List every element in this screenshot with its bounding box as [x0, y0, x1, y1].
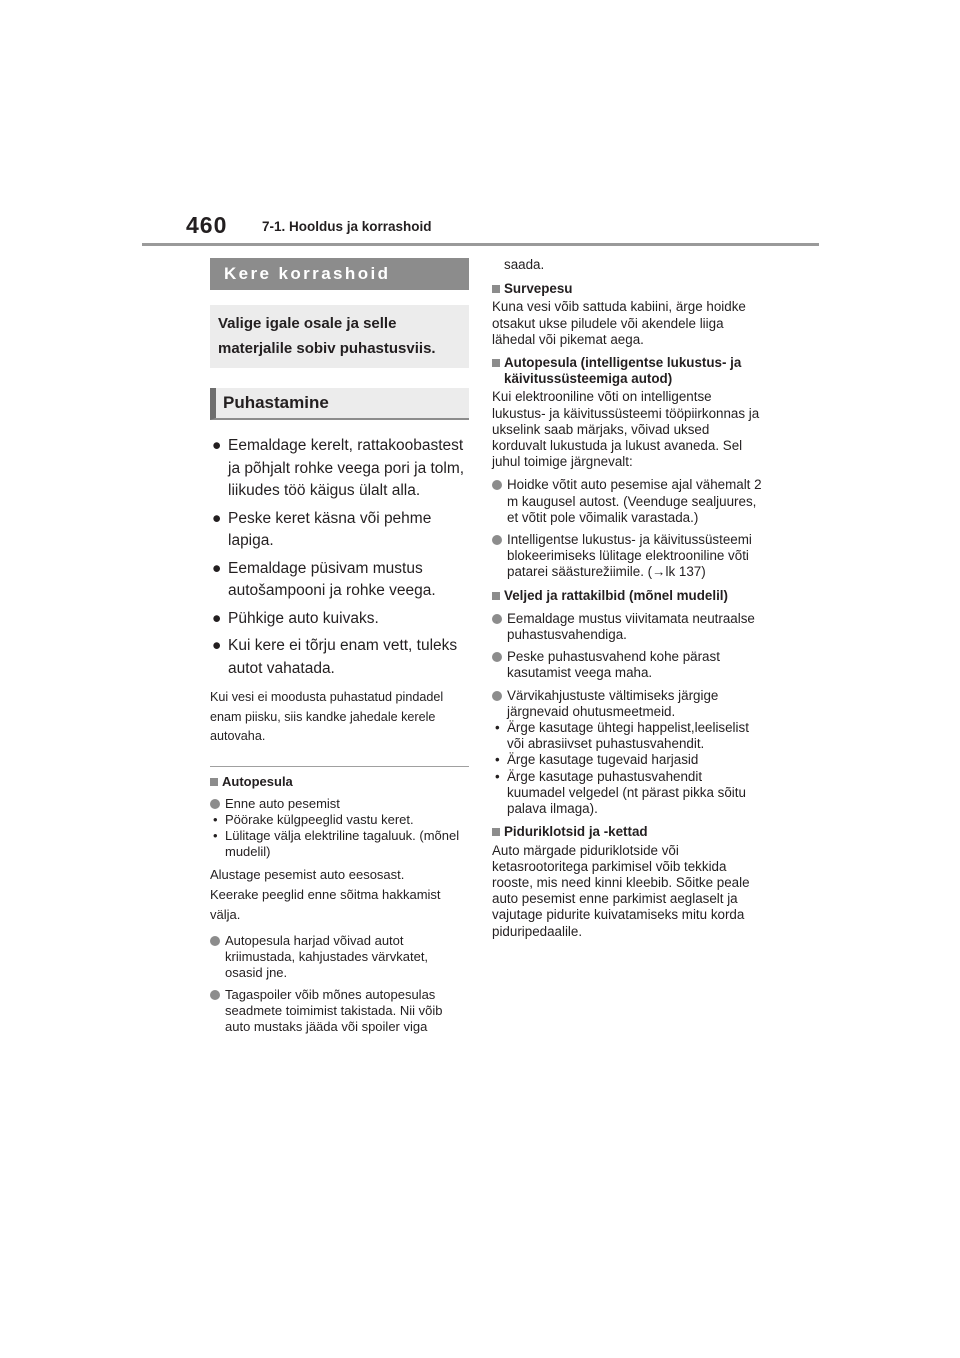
- circle-bullet-icon: [492, 614, 502, 624]
- sub-item-text: Ärge kasutage puhastusvahendit kuumadel velgedel (nt pärast pikka sõitu palava ilmaga).: [507, 768, 746, 817]
- autopesula-heading: [210, 774, 469, 790]
- sub-item-text: Ärge kasutage tugevaid harjasid: [507, 752, 699, 768]
- autopesula-smart-heading: [492, 355, 762, 387]
- list-item-text: Intelligentse lukustus- ja käivitussüsteemi blokeerimiseks lülitage elektrooniline võti patarei säästurežiimile. (→lk 137): [507, 532, 752, 580]
- bullet-icon: ●: [212, 637, 222, 654]
- list-item-text: Tagaspoiler võib mõnes autopesulas seadmete toimimist takistada. Nii võib auto mustaks jääda või spoiler viga: [225, 986, 443, 1034]
- sub-item: • Ärge kasutage puhastusvahendit kuumadel velgedel (nt pärast pikka sõitu palava ilmaga).: [495, 768, 746, 817]
- circle-bullet-icon: [492, 535, 502, 545]
- left-column: [210, 258, 469, 1035]
- paragraph: Auto märgade piduriklotside või ketasrootoritega parkimisel võib tekkida rooste, mis need kinni kleebib. Sõitke peale auto pesemist enne parkimist aeglaselt ja vajutage pidurite kuivatamiseks mitu korda piduripedaalile.: [492, 842, 750, 939]
- sub-item: • Ärge kasutage ühtegi happelist,leeliselist või abrasiivset puhastusvahendit.: [495, 720, 749, 752]
- survepesu-heading: [492, 281, 762, 297]
- sub-item: • Ärge kasutage tugevaid harjasid: [495, 752, 699, 768]
- square-bullet-icon: [492, 285, 500, 293]
- bullet-icon: ●: [212, 559, 222, 577]
- list-item-text: Pühkige auto kuivaks.: [228, 609, 379, 627]
- list-item: [210, 796, 469, 812]
- list-item-text: Eemaldage püsivam mustus autošampooni ja rohke veega.: [228, 559, 436, 599]
- right-column: [492, 257, 762, 940]
- continued-text: saada.: [504, 257, 545, 272]
- section-banner: Kere korrashoid: [210, 258, 469, 290]
- list-item-text: Peske keret käsna või pehme lapiga.: [228, 509, 432, 549]
- circle-bullet-icon: [210, 799, 220, 809]
- list-item-text: Eemaldage kerelt, rattakoobastest ja põhjalt rohke veega pori ja tolm, liikudes töö käigus ülalt alla.: [228, 437, 465, 499]
- list-item-text: Enne auto pesemist: [225, 795, 340, 811]
- heading-text: Piduriklotsid ja -kettad: [504, 824, 648, 840]
- sub-item-text: Lülitage välja elektriline tagaluuk. (mõnel mudelil): [225, 827, 460, 859]
- circle-bullet-icon: [492, 691, 502, 701]
- list-item: [210, 508, 469, 553]
- subheading-puhastamine: Puhastamine: [210, 388, 469, 420]
- list-item: [210, 987, 469, 1035]
- paragraph: Alustage pesemist auto eesosast.: [210, 866, 405, 882]
- circle-bullet-icon: [492, 652, 502, 662]
- list-item: [492, 611, 762, 643]
- wax-note: Kui vesi ei moodusta puhastatud pindadel enam piisku, siis kandke jahedale kerele autovaha.: [210, 690, 444, 743]
- list-item-text: Autopesula harjad võivad autot kriimustada, kahjustades värvkatet, osasid jne.: [225, 932, 429, 980]
- paragraph: Kuna vesi võib sattuda kabiini, ärge hoidke otsakut ukse piludele või akendele liiga lähedal või pikemat aega.: [492, 299, 746, 347]
- heading-text: Survepesu: [504, 281, 573, 297]
- list-item-text: Eemaldage mustus viivitamata neutraalse puhastusvahendiga.: [507, 610, 755, 643]
- paragraph: Kui elektrooniline võti on intelligentse lukustus- ja käivitussüsteemi tööpiirkonnas ja ukselink saab märjaks, võivad uksed korduvalt lukustuda ja lukust avaneda. Sel juhul toimige järgnevalt:: [492, 389, 760, 470]
- page-number: 460: [186, 212, 228, 238]
- sub-item-text: Pöörake külgpeeglid vastu keret.: [225, 811, 414, 827]
- list-item-text: Kui kere ei tõrju enam vett, tuleks autot vahatada.: [228, 637, 458, 677]
- veljed-heading: [492, 588, 762, 604]
- list-item: [210, 608, 469, 631]
- list-item: [492, 532, 762, 581]
- square-bullet-icon: [492, 828, 500, 836]
- list-item-text: Värvikahjustuste vältimiseks järgige järgnevaid ohutusmeetmeid.: [507, 687, 719, 719]
- list-item-text: Hoidke võtit auto pesemise ajal vähemalt 2 m kaugusel autost. (Veenduge sealjuures, et võtit pole võimalik varastada.): [507, 477, 762, 525]
- section-divider: [210, 766, 469, 767]
- circle-bullet-icon: [210, 936, 220, 946]
- circle-bullet-icon: [210, 990, 220, 1000]
- list-item: [210, 933, 469, 981]
- square-bullet-icon: [492, 592, 500, 600]
- sub-item-text: Ärge kasutage ühtegi happelist,leeliselist või abrasiivset puhastusvahendit.: [507, 720, 749, 752]
- list-item: [210, 558, 469, 603]
- list-item: [492, 688, 762, 720]
- piduri-heading: [492, 824, 762, 840]
- list-item: [492, 649, 762, 681]
- list-item: [492, 477, 762, 526]
- paragraph: Keerake peeglid enne sõitma hakkamist välja.: [210, 886, 441, 922]
- circle-bullet-icon: [492, 480, 502, 490]
- heading-text: Veljed ja rattakilbid (mõnel mudelil): [504, 587, 728, 603]
- list-item: [210, 435, 469, 503]
- sub-item: • Lülitage välja elektriline tagaluuk. (mõnel mudelil): [213, 827, 460, 859]
- bullet-icon: ●: [212, 437, 222, 454]
- square-bullet-icon: [492, 359, 500, 367]
- list-item: [210, 635, 469, 680]
- header-divider: [142, 243, 819, 246]
- chapter-title: 7-1. Hooldus ja korrashoid: [262, 219, 432, 234]
- cleaning-steps-list: [210, 435, 469, 680]
- square-bullet-icon: [210, 778, 218, 786]
- heading-text: Autopesula: [222, 773, 293, 789]
- heading-text: Autopesula (intelligentse lukustus- ja käivitussüsteemiga autod): [504, 355, 742, 387]
- autopesula-notes: [210, 774, 469, 1035]
- list-item-text: Peske puhastusvahend kohe pärast kasutamist veega maha.: [507, 649, 720, 681]
- sub-item: • Pöörake külgpeeglid vastu keret.: [213, 811, 414, 827]
- bullet-icon: ●: [212, 509, 222, 527]
- intro-box: Valige igale osale ja selle materjalile sobiv puhastusviis.: [210, 305, 469, 368]
- bullet-icon: ●: [212, 609, 222, 627]
